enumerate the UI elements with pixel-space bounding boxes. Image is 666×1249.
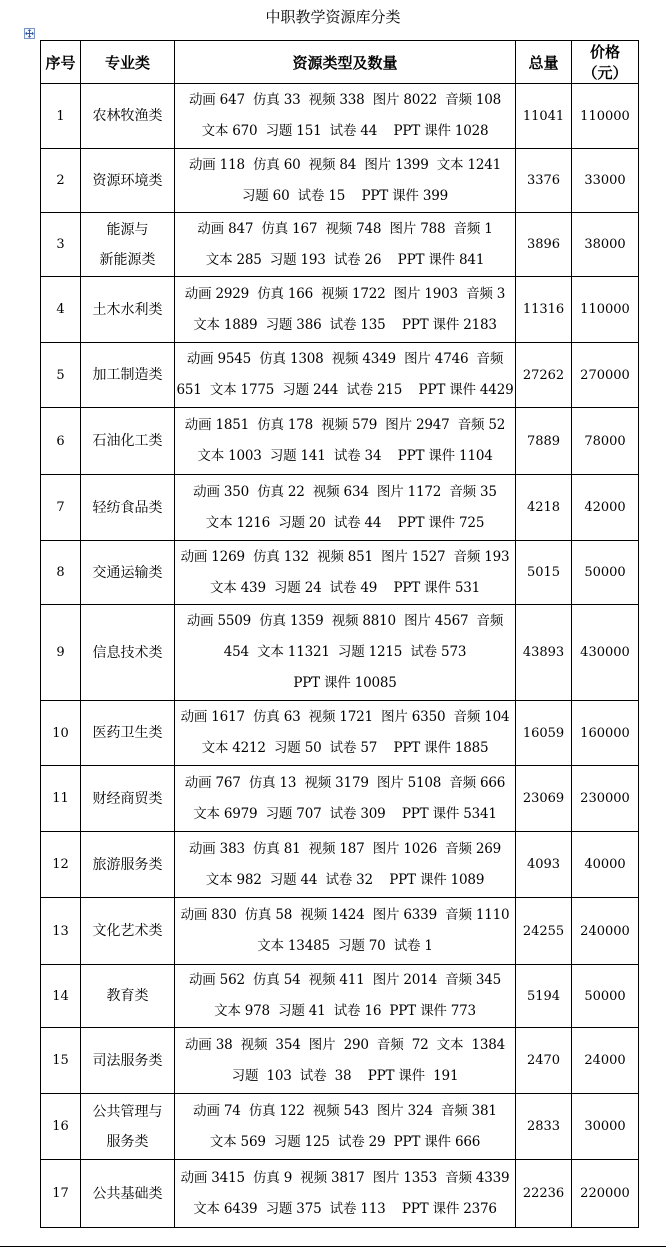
cell-index: 8	[41, 541, 81, 605]
major-line: 公共基础类	[92, 1185, 163, 1202]
cell-index: 17	[41, 1160, 81, 1228]
table-row	[41, 149, 639, 213]
table-row	[41, 832, 639, 898]
detail-line: 习题 103 试卷 38 PPT 课件 191	[231, 1067, 459, 1084]
detail-line: 动画 847 仿真 167 视频 748 图片 788 音频 1	[197, 220, 493, 237]
detail-line: 文本 978 习题 41 试卷 16 PPT 课件 773	[214, 1003, 476, 1019]
cell-resource-detail	[175, 408, 516, 475]
detail-line: 动画 350 仿真 22 视频 634 图片 1172 音频 35	[193, 483, 497, 500]
detail-line: PPT 课件 10085	[293, 675, 397, 691]
cell-resource-detail	[175, 832, 516, 898]
detail-line: 动画 38 视频 354 图片 290 音频 72 文本 1384	[185, 1036, 505, 1053]
table-row	[41, 475, 639, 541]
cell-major	[81, 701, 175, 766]
detail-line: 动画 5509 仿真 1359 视频 8810 图片 4567 音频	[186, 613, 504, 629]
cell-major	[81, 84, 175, 149]
table-row	[41, 965, 639, 1028]
cell-total: 24255	[516, 898, 572, 965]
cell-index: 12	[41, 832, 81, 898]
major-line: 农林牧渔类	[92, 108, 163, 124]
cell-price: 42000	[572, 475, 639, 541]
cell-price: 230000	[572, 766, 639, 832]
header-price: 价格（元）	[572, 41, 639, 84]
detail-line: 文本 13485 习题 70 试卷 1	[257, 938, 433, 954]
detail-line: 动画 562 仿真 54 视频 411 图片 2014 音频 345	[188, 972, 502, 988]
cell-major	[81, 832, 175, 898]
cell-index: 16	[41, 1094, 81, 1160]
detail-line: 文本 1889 习题 386 试卷 135 PPT 课件 2183	[193, 316, 497, 333]
major-line: 财经商贸类	[92, 790, 163, 807]
table-header-row	[41, 41, 639, 84]
table-row	[41, 541, 639, 605]
cell-total: 11041	[516, 84, 572, 149]
cell-total: 11316	[516, 277, 572, 343]
major-line: 司法服务类	[92, 1052, 163, 1069]
table-row	[41, 343, 639, 408]
cell-index: 4	[41, 277, 81, 343]
cell-total: 3896	[516, 213, 572, 277]
cell-resource-detail	[175, 213, 516, 277]
table-row	[41, 605, 639, 701]
cell-resource-detail	[175, 701, 516, 766]
detail-line: 文本 4212 习题 50 试卷 57 PPT 课件 1885	[201, 740, 489, 756]
detail-line: 454 文本 11321 习题 1215 试卷 573	[223, 644, 467, 660]
major-line: 服务类	[106, 1133, 149, 1150]
cell-price: 33000	[572, 149, 639, 213]
cell-price: 240000	[572, 898, 639, 965]
header-major: 专业类	[81, 41, 175, 84]
major-line: 石油化工类	[92, 433, 163, 449]
cell-price: 110000	[572, 277, 639, 343]
cell-total: 3376	[516, 149, 572, 213]
cell-major	[81, 766, 175, 832]
cell-price: 430000	[572, 605, 639, 701]
detail-line: 文本 1003 习题 141 试卷 34 PPT 课件 1104	[197, 448, 493, 464]
detail-line: 文本 982 习题 44 试卷 32 PPT 课件 1089	[205, 871, 485, 888]
cell-price: 78000	[572, 408, 639, 475]
cell-major	[81, 605, 175, 701]
cell-resource-detail	[175, 965, 516, 1028]
cell-index: 6	[41, 408, 81, 475]
table-row	[41, 277, 639, 343]
cell-index: 10	[41, 701, 81, 766]
cell-total: 4218	[516, 475, 572, 541]
cell-major	[81, 1094, 175, 1160]
major-line: 文化艺术类	[92, 923, 163, 939]
detail-line: 动画 647 仿真 33 视频 338 图片 8022 音频 108	[188, 92, 502, 108]
cell-total: 5015	[516, 541, 572, 605]
cell-price: 160000	[572, 701, 639, 766]
cell-resource-detail	[175, 1094, 516, 1160]
cell-major	[81, 965, 175, 1028]
cell-price: 220000	[572, 1160, 639, 1228]
cell-total: 16059	[516, 701, 572, 766]
cell-index: 3	[41, 213, 81, 277]
cell-major	[81, 149, 175, 213]
detail-line: 文本 439 习题 24 试卷 49 PPT 课件 531	[209, 579, 481, 596]
detail-line: 动画 118 仿真 60 视频 84 图片 1399 文本 1241	[188, 156, 502, 173]
detail-line: 动画 1269 仿真 132 视频 851 图片 1527 音频 193	[180, 548, 510, 565]
detail-line: 文本 670 习题 151 试卷 44 PPT 课件 1028	[201, 123, 489, 139]
cell-resource-detail	[175, 1160, 516, 1228]
table-row	[41, 701, 639, 766]
detail-line: 动画 2929 仿真 166 视频 1722 图片 1903 音频 3	[184, 285, 506, 302]
table-row	[41, 84, 639, 149]
cell-index: 2	[41, 149, 81, 213]
detail-line: 文本 1216 习题 20 试卷 44 PPT 课件 725	[205, 514, 485, 531]
table-row	[41, 1160, 639, 1228]
cell-price: 38000	[572, 213, 639, 277]
table-body	[41, 84, 639, 1228]
cell-index: 14	[41, 965, 81, 1028]
major-line: 加工制造类	[92, 367, 163, 383]
major-line: 轻纺食品类	[92, 499, 163, 516]
cell-resource-detail	[175, 766, 516, 832]
cell-price: 110000	[572, 84, 639, 149]
major-line: 信息技术类	[92, 644, 163, 661]
detail-line: 文本 6979 习题 707 试卷 309 PPT 课件 5341	[193, 805, 497, 822]
table-row	[41, 1028, 639, 1094]
detail-line: 动画 830 仿真 58 视频 1424 图片 6339 音频 1110	[180, 907, 510, 923]
table-row	[41, 213, 639, 277]
cell-resource-detail	[175, 84, 516, 149]
cell-price: 270000	[572, 343, 639, 408]
cell-total: 23069	[516, 766, 572, 832]
cell-index: 7	[41, 475, 81, 541]
detail-line: 动画 383 仿真 81 视频 187 图片 1026 音频 269	[188, 840, 502, 857]
cell-total: 27262	[516, 343, 572, 408]
cell-major	[81, 898, 175, 965]
detail-line: 文本 6439 习题 375 试卷 113 PPT 课件 2376	[193, 1200, 497, 1217]
cell-major	[81, 343, 175, 408]
cell-price: 24000	[572, 1028, 639, 1094]
cell-index: 1	[41, 84, 81, 149]
cell-major	[81, 213, 175, 277]
resource-table	[40, 40, 639, 1228]
cell-index: 13	[41, 898, 81, 965]
detail-line: 文本 285 习题 193 试卷 26 PPT 课件 841	[205, 251, 485, 268]
cell-major	[81, 277, 175, 343]
major-line: 新能源类	[99, 251, 156, 268]
cell-major	[81, 1028, 175, 1094]
detail-line: 动画 9545 仿真 1308 视频 4349 图片 4746 音频	[186, 351, 504, 367]
major-line: 能源与	[106, 221, 149, 238]
detail-line: 习题 60 试卷 15 PPT 课件 399	[241, 187, 448, 204]
table-row	[41, 1094, 639, 1160]
cell-resource-detail	[175, 475, 516, 541]
cell-resource-detail	[175, 343, 516, 408]
detail-line: 动画 767 仿真 13 视频 3179 图片 5108 音频 666	[184, 774, 506, 791]
cell-major	[81, 541, 175, 605]
cell-index: 5	[41, 343, 81, 408]
major-line: 教育类	[106, 988, 149, 1004]
header-total: 总量	[516, 41, 572, 84]
cell-index: 15	[41, 1028, 81, 1094]
cell-resource-detail	[175, 277, 516, 343]
cell-major	[81, 408, 175, 475]
cell-price: 50000	[572, 541, 639, 605]
cell-resource-detail	[175, 541, 516, 605]
page-bottom-rule	[0, 1246, 666, 1247]
cell-total: 5194	[516, 965, 572, 1028]
major-line: 资源环境类	[92, 172, 163, 189]
detail-line: 动画 74 仿真 122 视频 543 图片 324 音频 381	[193, 1102, 497, 1119]
detail-line: 动画 1851 仿真 178 视频 579 图片 2947 音频 52	[184, 417, 506, 433]
cell-price: 30000	[572, 1094, 639, 1160]
major-line: 交通运输类	[92, 564, 163, 581]
table-move-handle-icon[interactable]	[24, 28, 35, 39]
cell-index: 9	[41, 605, 81, 701]
cell-price: 50000	[572, 965, 639, 1028]
cell-resource-detail	[175, 1028, 516, 1094]
header-resources: 资源类型及数量	[175, 41, 516, 84]
major-line: 医药卫生类	[92, 725, 163, 741]
cell-resource-detail	[175, 149, 516, 213]
detail-line: 动画 1617 仿真 63 视频 1721 图片 6350 音频 104	[180, 709, 510, 725]
cell-total: 7889	[516, 408, 572, 475]
major-line: 旅游服务类	[92, 856, 163, 873]
table-row	[41, 408, 639, 475]
detail-line: 文本 569 习题 125 试卷 29 PPT 课件 666	[209, 1133, 481, 1150]
document-title: 中职教学资源库分类	[265, 8, 401, 26]
major-line: 公共管理与	[92, 1103, 163, 1120]
table-row	[41, 766, 639, 832]
cell-index: 11	[41, 766, 81, 832]
detail-line: 651 文本 1775 习题 244 试卷 215 PPT 课件 4429	[176, 382, 514, 398]
cell-major	[81, 1160, 175, 1228]
cell-total: 4093	[516, 832, 572, 898]
detail-line: 动画 3415 仿真 9 视频 3817 图片 1353 音频 4339	[180, 1169, 510, 1186]
cell-resource-detail	[175, 605, 516, 701]
cell-total: 43893	[516, 605, 572, 701]
cell-resource-detail	[175, 898, 516, 965]
cell-major	[81, 475, 175, 541]
cell-total: 2833	[516, 1094, 572, 1160]
major-line: 土木水利类	[92, 301, 163, 318]
cell-price: 40000	[572, 832, 639, 898]
header-index: 序号	[41, 41, 81, 84]
cell-total: 22236	[516, 1160, 572, 1228]
cell-total: 2470	[516, 1028, 572, 1094]
table-row	[41, 898, 639, 965]
